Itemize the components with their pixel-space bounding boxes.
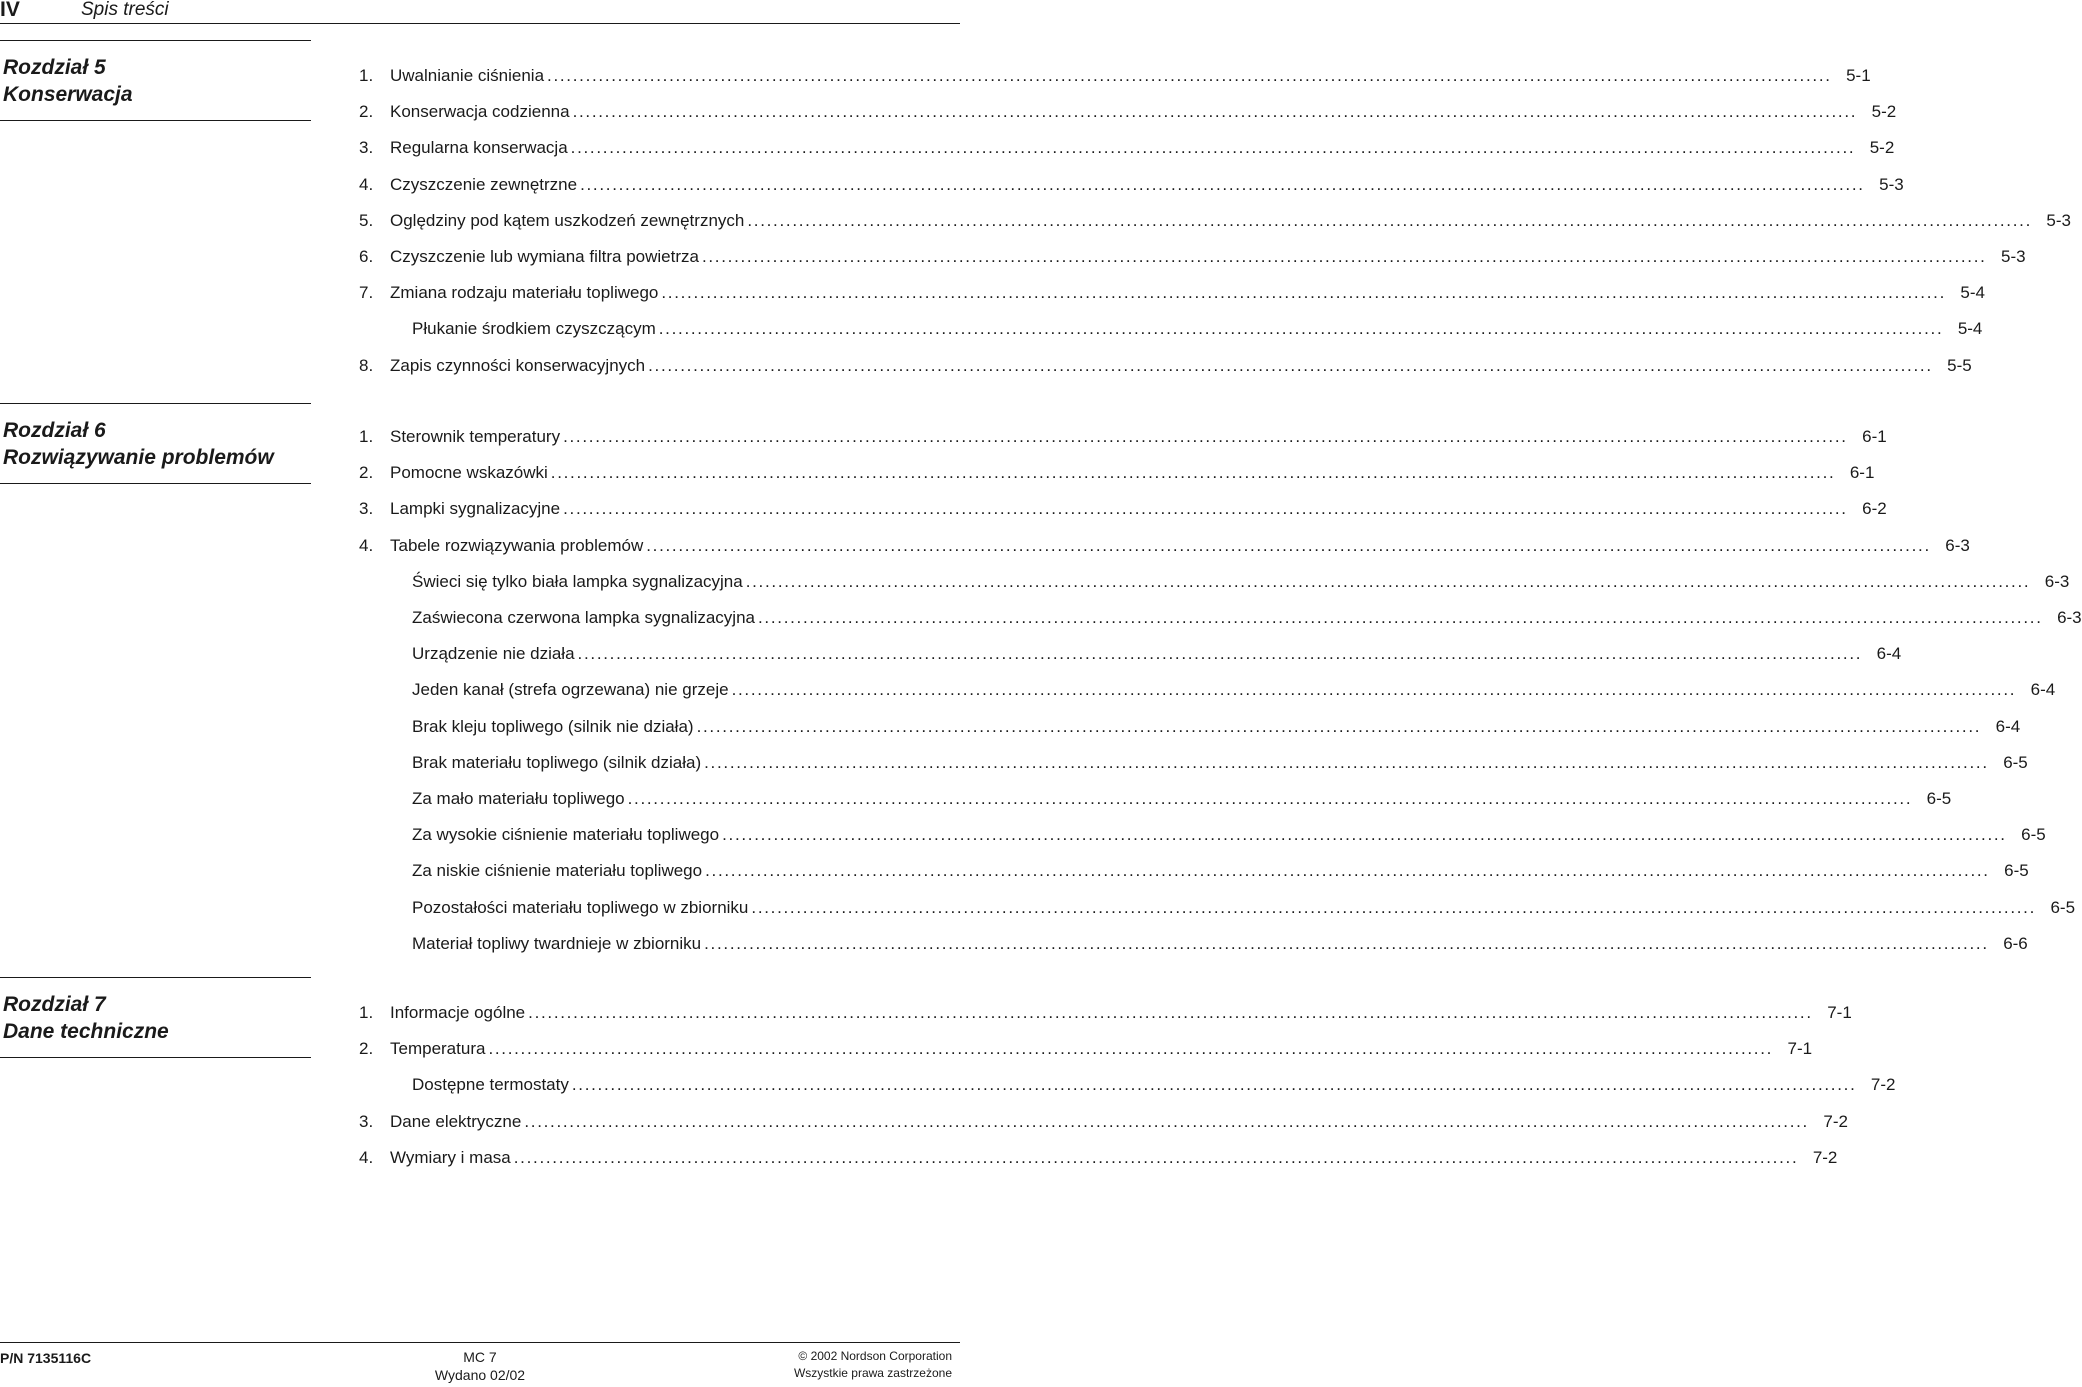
chapter-heading [0,403,311,484]
dot-leader: ........................................................................................................................................................................................................ [563,499,1848,519]
toc-entry-number: 1. [359,1003,374,1023]
toc-entry-page: 5-2 [1869,138,1895,158]
toc-entry-title: Jeden kanał (strefa ogrzewana) nie grzeje [412,680,729,700]
dot-leader: ........................................................................................................................................................................................................ [577,644,1863,664]
dot-leader: ........................................................................................................................................................................................................ [572,102,1858,122]
toc-entry-number: 5. [359,210,374,230]
page-title: Spis treści [81,0,169,20]
dot-leader: ........................................................................................................................................................................................................ [747,210,2032,230]
toc-entry-page: 5-3 [2046,210,2071,230]
toc-entry-title: Informacje ogólne [390,1003,526,1023]
toc-subentry[interactable] [359,781,1952,817]
toc-entry[interactable] [359,94,1897,130]
dot-leader: ........................................................................................................................................................................................................ [704,933,1989,953]
toc-entry-page: 6-4 [1995,716,2021,736]
toc-subentry[interactable] [359,853,2029,889]
toc-entry-page: 5-2 [1871,102,1897,122]
footer-rights: Wszystkie prawa zastrzeżone [793,1366,952,1380]
dot-leader: ........................................................................................................................................................................................................ [751,897,2037,917]
toc-entry-number: 6. [359,247,374,267]
dot-leader: ........................................................................................................................................................................................................ [722,825,2007,845]
toc-entry-number: 3. [359,499,374,519]
dot-leader: ........................................................................................................................................................................................................ [701,247,1987,267]
toc-entry-number: 1. [359,66,374,86]
toc-entry-page: 6-1 [1862,427,1887,447]
toc-entry-title: Urządzenie nie działa [412,644,575,664]
page-number: IV [0,0,20,21]
toc-entry-page: 7-2 [1823,1111,1848,1131]
toc-entry[interactable] [359,58,1871,94]
toc-entry-title: Czyszczenie lub wymiana filtra powietrza [390,247,699,267]
dot-leader: ........................................................................................................................................................................................................ [696,716,1982,736]
toc-entry-title: Pomocne wskazówki [390,463,548,483]
toc-entry[interactable] [359,239,2026,275]
toc-entry-title: Uwalnianie ciśnienia [390,66,545,86]
toc-entry[interactable] [359,348,1972,384]
footer-copyright: © 2002 Nordson Corporation [798,1349,952,1363]
dot-leader: ........................................................................................................................................................................................................ [524,1111,1809,1131]
toc-entry[interactable] [359,995,1852,1031]
toc-entry-page: 6-6 [2003,933,2028,953]
chapter-number: Rozdział 6 [3,419,106,442]
toc-entry[interactable] [359,1140,1838,1176]
toc-subentry[interactable] [359,636,1902,672]
dot-leader: ........................................................................................................................................................................................................ [705,861,1990,881]
toc-entry-number: 4. [359,174,374,194]
toc-entry-title: Świeci się tylko biała lampka sygnalizacyjna [412,571,743,591]
dot-leader: ........................................................................................................................................................................................................ [513,1147,1799,1167]
toc-entry[interactable] [359,419,1887,455]
toc-list [359,419,2082,962]
dot-leader: ........................................................................................................................................................................................................ [528,1003,1813,1023]
dot-leader: ........................................................................................................................................................................................................ [704,752,1989,772]
page-header [0,0,960,22]
toc-subentry[interactable] [359,564,2070,600]
toc-entry-title: Dostępne termostaty [412,1075,569,1095]
footer-model: MC 7 [463,1349,497,1365]
dot-leader: ........................................................................................................................................................................................................ [488,1039,1774,1059]
toc-entry-title: Sterownik temperatury [390,427,561,447]
dot-leader: ........................................................................................................................................................................................................ [550,463,1836,483]
footer-right [794,1348,952,1382]
toc-entry-title: Konserwacja codzienna [390,102,570,122]
dot-leader: ........................................................................................................................................................................................................ [648,355,1933,375]
dot-leader: ........................................................................................................................................................................................................ [627,788,1913,808]
toc-entry-title: Materiał topliwy twardnieje w zbiorniku [412,933,702,953]
toc-entry-title: Oględziny pod kątem uszkodzeń zewnętrznych [390,210,745,230]
toc-subentry[interactable] [359,1067,1896,1103]
chapter-title: Konserwacja [3,83,133,106]
toc-entry-title: Za niskie ciśnienie materiału topliwego [412,861,703,881]
toc-entry-title: Brak materiału topliwego (silnik działa) [412,752,702,772]
toc-entry-number: 1. [359,427,374,447]
dot-leader: ........................................................................................................................................................................................................ [547,66,1832,86]
toc-entry-number: 4. [359,535,374,555]
toc-entry-page: 6-3 [2057,608,2082,628]
toc-entry-number: 7. [359,283,374,303]
toc-subentry[interactable] [359,926,2028,962]
toc-entry-number: 2. [359,1039,374,1059]
toc-entry-page: 6-5 [1926,788,1952,808]
footer-part-number: P/N 7135116C [0,1350,92,1366]
toc-entry-title: Zmiana rodzaju materiału topliwego [390,283,659,303]
toc-entry-number: 3. [359,1111,374,1131]
toc-entry-title: Zaświecona czerwona lampka sygnalizacyjna [412,608,755,628]
toc-entry-number: 2. [359,463,374,483]
toc-entry-page: 6-4 [2030,680,2056,700]
toc-entry-page: 7-1 [1787,1039,1813,1059]
chapter-heading [0,40,311,121]
toc-subentry[interactable] [359,817,2046,853]
toc-entry-page: 6-5 [2003,752,2028,772]
footer-center [380,1348,580,1384]
dot-leader: ........................................................................................................................................................................................................ [563,427,1848,447]
footer-issued: Wydano 02/02 [434,1367,526,1383]
dot-leader: ........................................................................................................................................................................................................ [661,283,1946,303]
chapter-title: Rozwiązywanie problemów [3,446,274,469]
toc-subentry[interactable] [359,745,2028,781]
toc-entry-page: 5-3 [1879,174,1904,194]
toc-entry-page: 7-2 [1870,1075,1896,1095]
toc-entry[interactable] [359,203,2071,239]
toc-entry-page: 7-1 [1827,1003,1852,1023]
chapter-heading [0,977,311,1058]
footer-rule [0,1342,960,1343]
dot-leader: ........................................................................................................................................................................................................ [646,535,1931,555]
toc-entry-page: 5-4 [1957,319,1983,339]
toc-entry[interactable] [359,275,1985,311]
header-rule [0,23,960,24]
toc-entry-page: 5-4 [1960,283,1985,303]
toc-entry-title: Brak kleju topliwego (silnik nie działa) [412,716,694,736]
toc-entry-number: 4. [359,1147,374,1167]
toc-list [359,995,1896,1176]
toc-entry[interactable] [359,455,1875,491]
chapter-title: Dane techniczne [3,1020,169,1043]
toc-entry-page: 6-5 [2050,897,2076,917]
toc-list [359,58,2071,384]
dot-leader: ........................................................................................................................................................................................................ [758,608,2043,628]
toc-entry-title: Czyszczenie zewnętrzne [390,174,578,194]
chapter-number: Rozdział 5 [3,56,106,79]
toc-subentry[interactable] [359,600,2082,636]
toc-entry-title: Za wysokie ciśnienie materiału topliwego [412,825,720,845]
dot-leader: ........................................................................................................................................................................................................ [745,571,2031,591]
toc-entry-page: 6-1 [1849,463,1875,483]
toc-entry-number: 3. [359,138,374,158]
toc-entry-title: Płukanie środkiem czyszczącym [412,319,656,339]
dot-leader: ........................................................................................................................................................................................................ [731,680,2017,700]
toc-entry[interactable] [359,491,1887,527]
toc-entry[interactable] [359,528,1970,564]
toc-subentry[interactable] [359,889,2076,925]
toc-subentry[interactable] [359,709,2021,745]
toc-subentry[interactable] [359,672,2056,708]
dot-leader: ........................................................................................................................................................................................................ [571,1075,1857,1095]
toc-entry[interactable] [359,1031,1813,1067]
toc-entry-page: 5-1 [1846,66,1871,86]
toc-entry[interactable] [359,167,1904,203]
toc-entry-page: 6-5 [2004,861,2029,881]
toc-entry-page: 6-3 [1945,535,1970,555]
toc-entry-page: 6-5 [2021,825,2046,845]
toc-entry-number: 2. [359,102,374,122]
toc-entry-title: Tabele rozwiązywania problemów [390,535,644,555]
dot-leader: ........................................................................................................................................................................................................ [580,174,1865,194]
toc-entry-title: Pozostałości materiału topliwego w zbiorniku [412,897,749,917]
toc-entry-number: 8. [359,355,374,375]
toc-entry-page: 6-4 [1876,644,1902,664]
toc-entry-title: Temperatura [390,1039,486,1059]
dot-leader: ........................................................................................................................................................................................................ [658,319,1944,339]
toc-entry[interactable] [359,1104,1848,1140]
toc-entry-title: Lampki sygnalizacyjne [390,499,561,519]
toc-entry-title: Wymiary i masa [390,1147,511,1167]
toc-entry-page: 5-5 [1947,355,1972,375]
toc-entry-page: 7-2 [1812,1147,1838,1167]
toc-entry-title: Regularna konserwacja [390,138,568,158]
toc-entry-title: Dane elektryczne [390,1111,522,1131]
toc-entry[interactable] [359,130,1895,166]
toc-subentry[interactable] [359,311,1983,347]
toc-entry-page: 6-3 [2044,571,2070,591]
toc-entry-title: Zapis czynności konserwacyjnych [390,355,646,375]
toc-entry-title: Za mało materiału topliwego [412,788,625,808]
toc-entry-page: 5-3 [2001,247,2026,267]
chapter-number: Rozdział 7 [3,993,106,1016]
dot-leader: ........................................................................................................................................................................................................ [570,138,1856,158]
toc-entry-page: 6-2 [1862,499,1887,519]
